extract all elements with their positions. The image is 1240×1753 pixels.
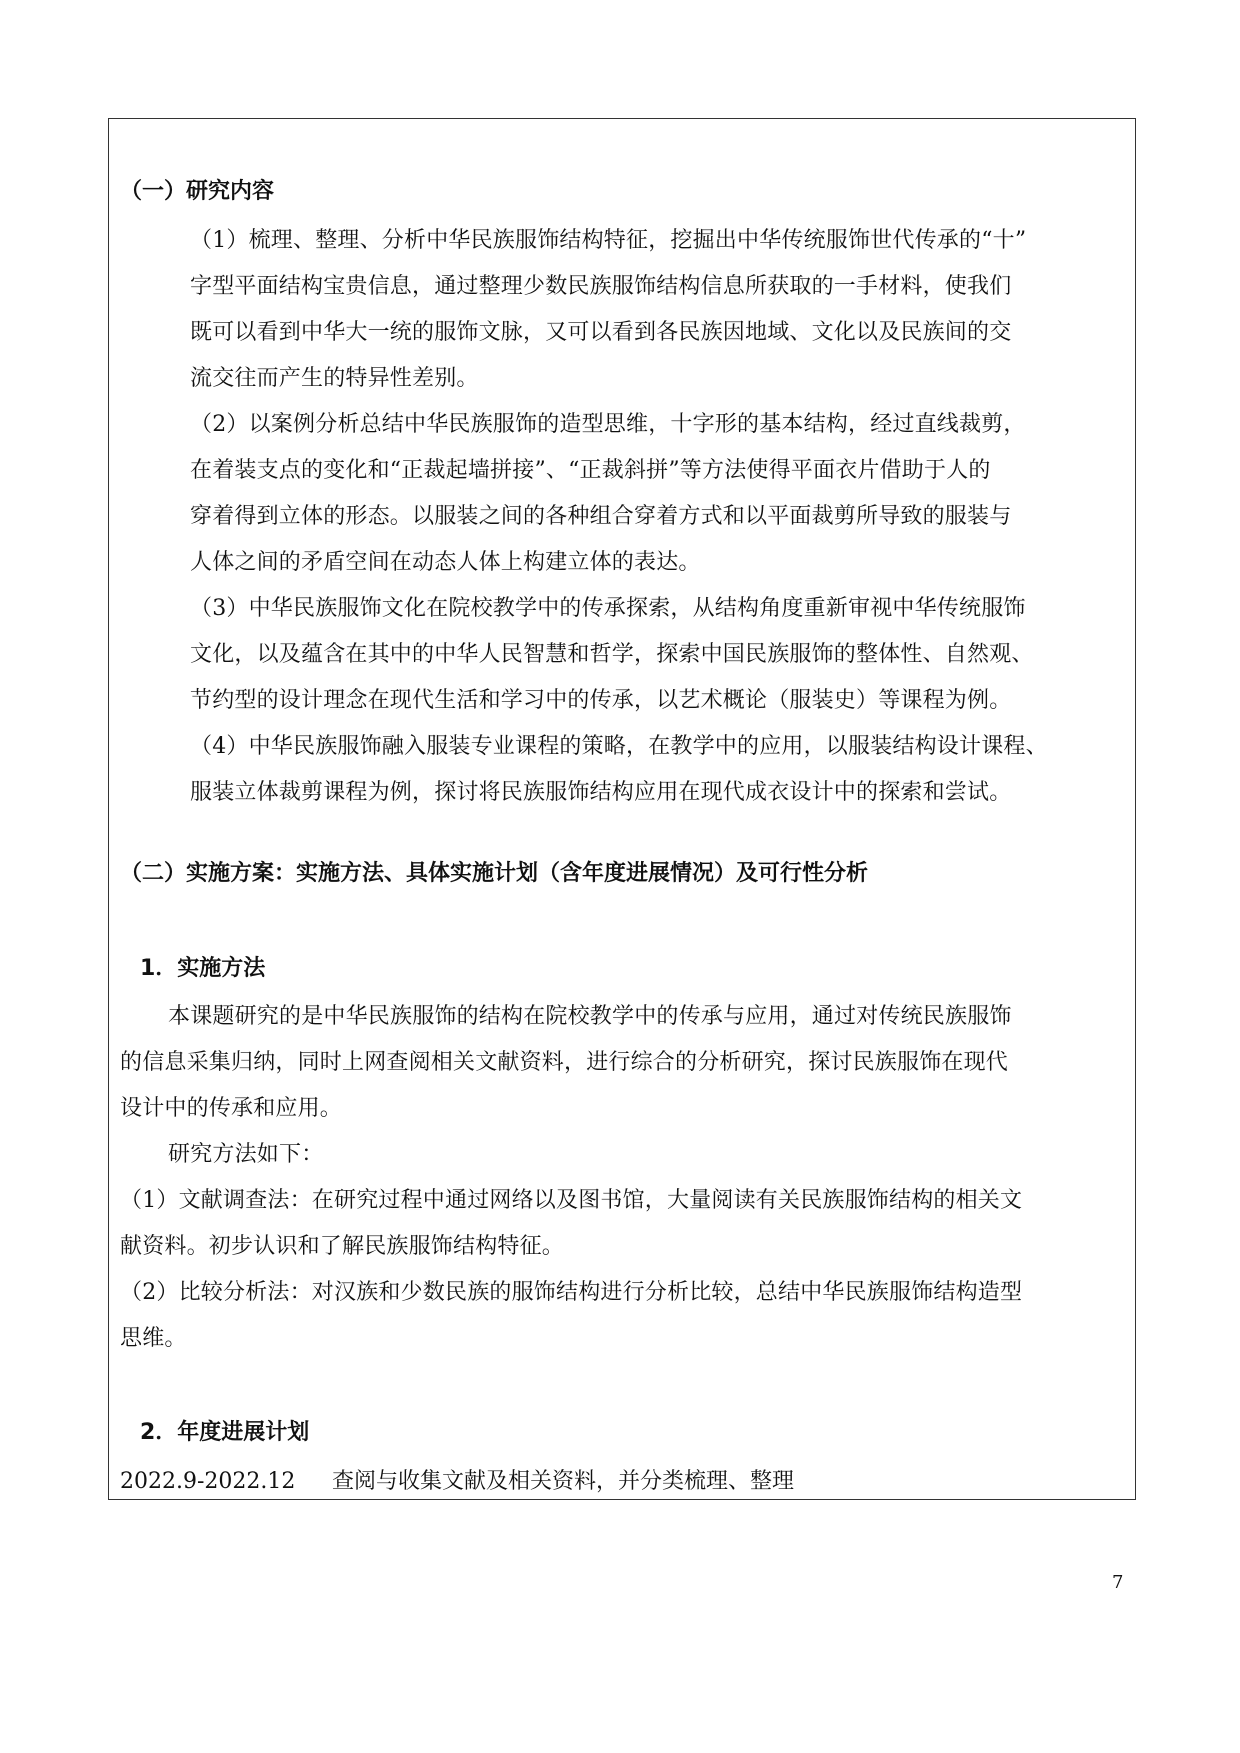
research-item-1-line-1: （1）梳理、整理、分析中华民族服饰结构特征，挖掘出中华传统服饰世代传承的“十” bbox=[190, 228, 1027, 253]
research-item-4-line-2: 服装立体裁剪课程为例，探讨将民族服饰结构应用在现代成衣设计中的探索和尝试。 bbox=[190, 780, 1012, 805]
research-item-2-line-3: 穿着得到立体的形态。以服装之间的各种组合穿着方式和以平面裁剪所导致的服装与 bbox=[190, 504, 1012, 529]
plan-entry-period: 2022.9-2022.12 bbox=[120, 1469, 296, 1494]
page-number: 7 bbox=[1112, 1572, 1124, 1593]
method-item-2-line-1: （2）比较分析法：对汉族和少数民族的服饰结构进行分析比较，总结中华民族服饰结构造型 bbox=[120, 1280, 1023, 1305]
research-item-1-line-2: 字型平面结构宝贵信息，通过整理少数民族服饰结构信息所获取的一手材料，使我们 bbox=[190, 274, 1012, 299]
research-item-3-line-1: （3）中华民族服饰文化在院校教学中的传承探索，从结构角度重新审视中华传统服饰 bbox=[190, 596, 1026, 621]
method-intro-line-2: 的信息采集归纳，同时上网查阅相关文献资料，进行综合的分析研究，探讨民族服饰在现代 bbox=[120, 1050, 1009, 1075]
research-item-3-line-2: 文化，以及蕴含在其中的中华人民智慧和哲学，探索中国民族服饰的整体性、自然观、 bbox=[190, 642, 1034, 667]
research-item-1-line-3: 既可以看到中华大一统的服饰文脉，又可以看到各民族因地域、文化以及民族间的交 bbox=[190, 320, 1012, 345]
section-heading-research-content: （一）研究内容 bbox=[120, 179, 275, 204]
section-heading-implementation-plan: （二）实施方案：实施方法、具体实施计划（含年度进展情况）及可行性分析 bbox=[120, 861, 869, 886]
research-item-1-line-4: 流交往而产生的特异性差别。 bbox=[190, 366, 479, 391]
method-item-2-line-2: 思维。 bbox=[120, 1326, 187, 1351]
research-item-2-line-4: 人体之间的矛盾空间在动态人体上构建立体的表达。 bbox=[190, 550, 701, 575]
subheading-annual-plan: 2．年度进展计划 bbox=[140, 1420, 310, 1445]
methods-label: 研究方法如下： bbox=[168, 1142, 324, 1167]
method-intro-line-3: 设计中的传承和应用。 bbox=[120, 1096, 343, 1121]
method-item-1-line-2: 献资料。初步认识和了解民族服饰结构特征。 bbox=[120, 1234, 565, 1259]
research-item-3-line-3: 节约型的设计理念在现代生活和学习中的传承，以艺术概论（服装史）等课程为例。 bbox=[190, 688, 1012, 713]
research-item-2-line-1: （2）以案例分析总结中华民族服饰的造型思维，十字形的基本结构，经过直线裁剪， bbox=[190, 412, 1026, 437]
method-item-1-line-1: （1）文献调查法：在研究过程中通过网络以及图书馆，大量阅读有关民族服饰结构的相关文 bbox=[120, 1188, 1023, 1213]
subheading-implementation-method: 1．实施方法 bbox=[140, 956, 266, 981]
method-intro-line-1: 本课题研究的是中华民族服饰的结构在院校教学中的传承与应用，通过对传统民族服饰 bbox=[168, 1004, 1012, 1029]
research-item-2-line-2: 在着装支点的变化和“正裁起墙拼接”、“正裁斜拼”等方法使得平面衣片借助于人的 bbox=[190, 458, 991, 483]
plan-entry-task: 查阅与收集文献及相关资料，并分类梳理、整理 bbox=[332, 1469, 795, 1494]
research-item-4-line-1: （4）中华民族服饰融入服装专业课程的策略，在教学中的应用，以服装结构设计课程、 bbox=[190, 734, 1048, 759]
